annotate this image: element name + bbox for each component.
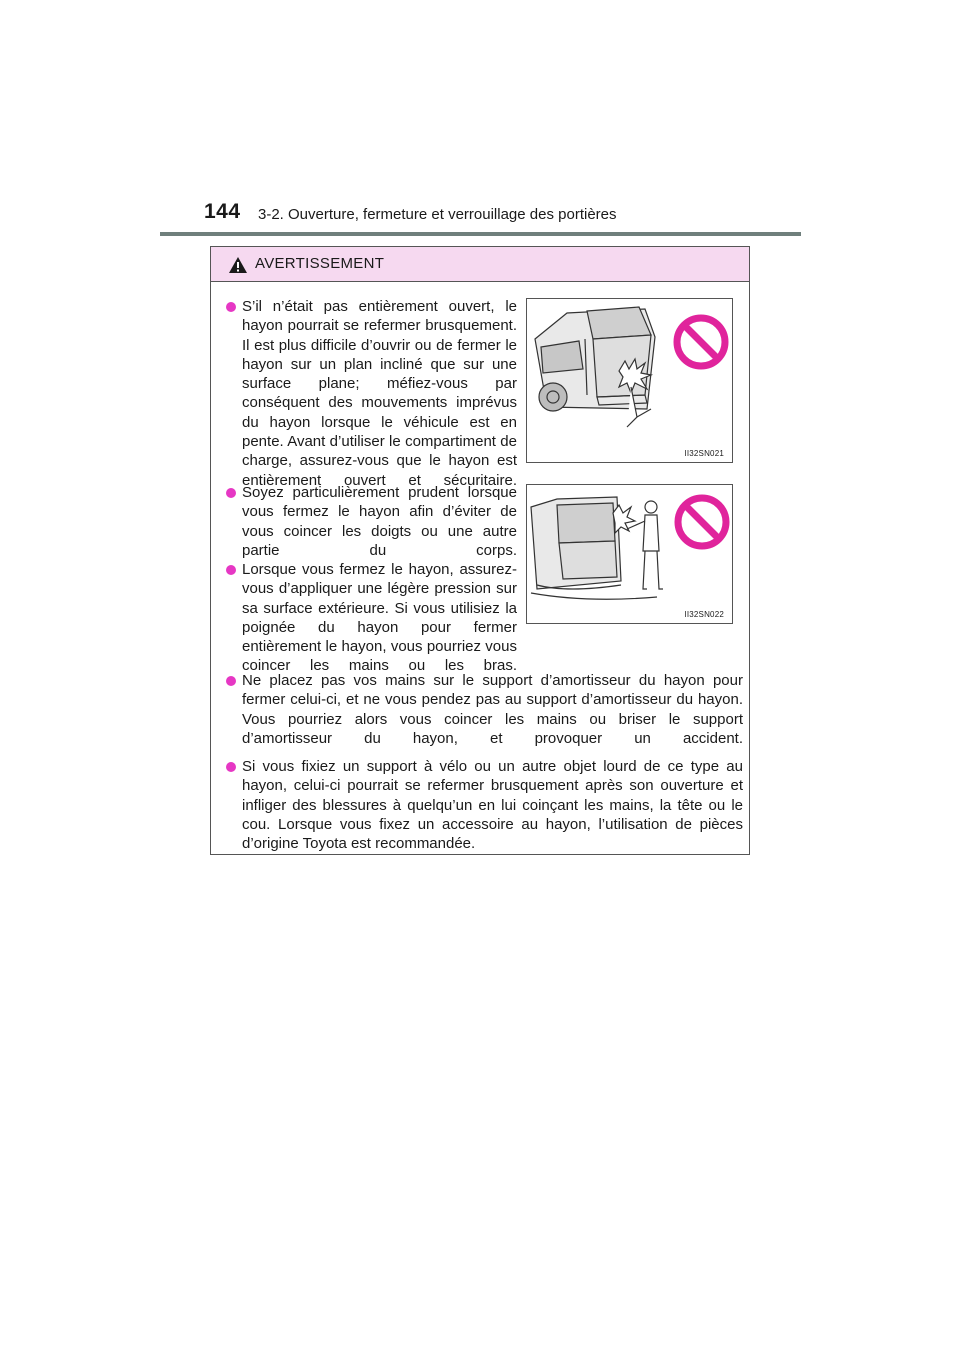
warning-item-text: Lorsque vous fermez le hayon, assurez-vous d’appliquer une légère pression sur sa surface extérieure. Si vous utilisiez la poignée du hayon pour fermer entièrement le hayon, vous pourriez vous coincer les mains ou les bras.	[242, 561, 517, 675]
bullet-icon	[226, 762, 236, 772]
bullet-icon	[226, 302, 236, 312]
prohibition-icon	[672, 313, 730, 371]
figure-code: II32SN022	[684, 610, 724, 619]
bullet-icon	[226, 676, 236, 686]
warning-header	[211, 247, 749, 282]
figure-tailgate-slope	[526, 298, 733, 463]
warning-item	[226, 297, 517, 509]
warning-item	[226, 757, 743, 853]
warning-triangle-icon	[228, 256, 248, 274]
warning-item-text: Si vous fixiez un support à vélo ou un autre objet lourd de ce type au hayon, celui-ci pourrait se refermer brusquement après son ouverture et infliger des blessures à quelqu’un en lui coinçant les mains, la tête ou le cou. Lorsque vous fixez un accessoire au hayon, l’utilisation de pièces d’origine Toyota est recommandée.	[242, 758, 743, 853]
warning-title: AVERTISSEMENT	[255, 255, 385, 272]
warning-item-text: Ne placez pas vos mains sur le support d’amortisseur du hayon pour fermer celui-ci, et ne vous pendez pas au support d’amortisseur du hayon. Vous pourriez alors vous coincer les mains ou briser le support d’amortisseur du hayon, et provoquer un accident.	[242, 672, 743, 747]
prohibition-icon	[673, 493, 731, 551]
bullet-icon	[226, 488, 236, 498]
warning-item	[226, 671, 743, 767]
bullet-icon	[226, 565, 236, 575]
page-number: 144	[204, 200, 241, 223]
warning-item-text: Soyez particulièrement prudent lorsque vous fermez le hayon afin d’éviter de vous coincer les doigts ou une autre partie du corps.	[242, 484, 517, 559]
figure-tailgate-close	[526, 484, 733, 624]
section-title: 3-2. Ouverture, fermeture et verrouillage des portières	[258, 206, 617, 223]
figure-code: II32SN021	[684, 449, 724, 458]
header-divider	[160, 232, 801, 236]
warning-box	[210, 246, 750, 855]
warning-item-text: S’il n’était pas entièrement ouvert, le hayon pourrait se refermer brusquement. Il est plus difficile d’ouvrir ou de fermer le hayon sur un plan incliné que sur une surface plane; méfiez-vous par conséquent des mouvements imprévus du hayon lorsque le véhicule est en pente. Avant d’utiliser le compartiment de charge, assurez-vous que le hayon est entièrement ouvert et sécuritaire.	[242, 298, 517, 489]
